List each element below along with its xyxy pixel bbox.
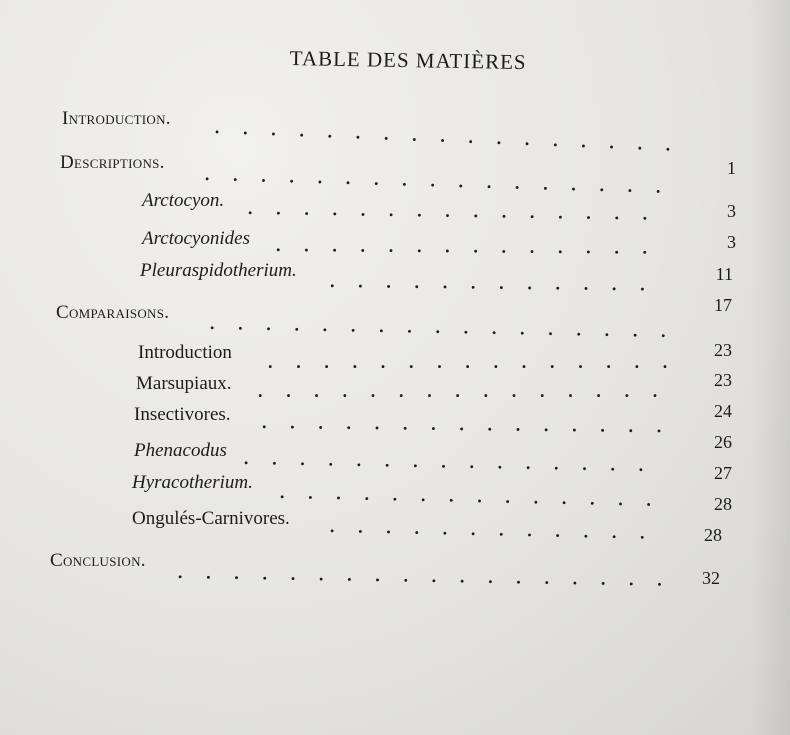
- toc-entry-conclusion: Conclusion.: [50, 550, 146, 571]
- page-number: 24: [714, 401, 732, 421]
- toc-subentry: Ongulés-Carnivores.: [132, 508, 290, 529]
- page-number: 11: [715, 264, 733, 284]
- dot-leader: . . . . . . . . . . . . . .: [275, 235, 657, 258]
- toc-subentry: Introduction: [138, 342, 232, 363]
- toc-subentry: Hyracotherium.: [132, 472, 253, 493]
- dot-leader: . . . . . . . . . . . .: [329, 271, 655, 295]
- toc-entry-comparaisons: Comparaisons.: [56, 302, 170, 323]
- page-number: 28: [714, 494, 732, 514]
- dot-leader: . . . . . . . . . . . . . .: [279, 482, 661, 510]
- dot-leader: . . . . . . . . . . . . . . .: [247, 198, 658, 224]
- dot-leader: . . . . . . . . . . . . . . .: [261, 412, 671, 437]
- toc-entry-descriptions: Descriptions.: [60, 152, 165, 173]
- page-number: 23: [714, 340, 732, 360]
- toc-subentry: Insectivores.: [134, 404, 231, 425]
- dot-leader: . . . . . . . . . . . . . . .: [268, 352, 677, 372]
- toc-entry-introduction: Introduction.: [62, 108, 171, 129]
- toc-subentry: Pleuraspidotherium.: [140, 260, 297, 281]
- dot-leader: . . . . . . . . . . . . . . . . .: [209, 313, 676, 342]
- dot-leader: . . . . . . . . . . . . . . . . .: [214, 117, 681, 155]
- dot-leader: . . . . . . . . . . . . . . . . . .: [177, 562, 672, 590]
- toc-subentry: Marsupiaux.: [136, 373, 232, 394]
- page-number: 26: [714, 432, 732, 452]
- page-number: 27: [714, 463, 732, 483]
- page-number: 17: [714, 295, 732, 315]
- page-number: 1: [727, 158, 736, 178]
- dot-leader: . . . . . . . . . . . . . . .: [243, 448, 654, 476]
- dot-leader: . . . . . . . . . . . . . . .: [258, 381, 667, 401]
- toc-subentry: Phenacodus: [134, 440, 227, 461]
- page-number: 3: [727, 232, 736, 252]
- page-number: 23: [714, 370, 732, 390]
- dot-leader: . . . . . . . . . . . .: [329, 516, 655, 543]
- toc-subentry: Arctocyonides: [142, 228, 250, 249]
- toc-subentry: Arctocyon.: [142, 190, 225, 211]
- page-title: TABLE DES MATIÈRES: [289, 46, 527, 75]
- page-number: 28: [704, 525, 722, 545]
- page-edge-shadow: [750, 0, 790, 735]
- page-number: 32: [702, 568, 720, 588]
- page-number: 3: [727, 201, 736, 221]
- dot-leader: . . . . . . . . . . . . . . . . .: [204, 164, 671, 197]
